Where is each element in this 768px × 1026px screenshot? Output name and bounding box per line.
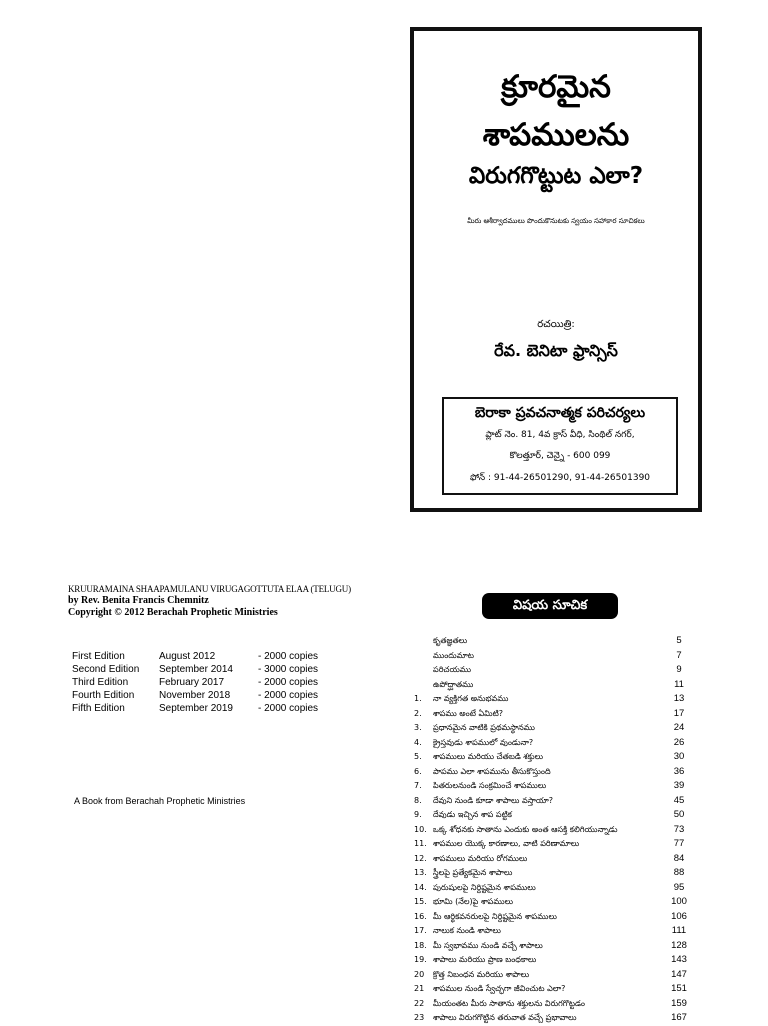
book-cover: [410, 27, 702, 512]
toc-entry: [414, 895, 694, 910]
toc-entry-title: ఉపోద్ఘాతము: [433, 679, 474, 689]
toc-entry: [414, 794, 694, 809]
toc-entry-title: మీయంతట మీరు సాతాను శక్తులను విరుగగొట్టడం: [433, 998, 585, 1008]
toc-entry: [414, 982, 694, 997]
toc-entry-title: పాపము ఎలా శాపమును తీసుకొస్తుంది: [433, 766, 551, 776]
edition-copies: - 2000 copies: [258, 690, 319, 701]
toc-entry-page: 36: [673, 765, 685, 777]
toc-entry-page: 9: [676, 664, 682, 675]
toc-entry: [414, 808, 694, 823]
toc-entry-number: 22: [414, 998, 425, 1008]
edition-date: September 2014: [159, 664, 233, 675]
publisher-note: A Book from Berachah Prophetic Ministries: [74, 796, 246, 806]
publisher-address-line-2: కొలత్తూర్, చెన్నై - 600 099: [509, 451, 611, 461]
toc-entry: [414, 866, 694, 881]
cover-title-line-2: శాపములను: [482, 117, 630, 153]
cover-title-line-3: విరుగగొట్టుట ఎలా?: [468, 163, 644, 189]
toc-entry-page: 100: [671, 896, 687, 907]
toc-entry-page: 88: [673, 867, 685, 878]
toc-entry-title: శాపములు మరియు చేతబడి శక్తులు: [433, 752, 544, 761]
toc-entry: [414, 663, 694, 678]
toc-entry-page: 95: [673, 881, 685, 893]
toc-entry-title: క్రైస్తవుడు శాపములో వుండునా?: [433, 737, 534, 747]
toc-entry-number: 1.: [414, 694, 422, 703]
edition-copies: - 2000 copies: [258, 651, 319, 662]
edition-row: [72, 664, 332, 677]
toc-entry-title: పితరులనుండి సంక్రమించే శాపములు: [433, 781, 547, 790]
toc-entry-page: 151: [671, 983, 687, 994]
toc-entry-title: నా వ్యక్తిగత అనుభవము: [433, 694, 509, 703]
toc-entry-number: 17.: [414, 926, 427, 935]
edition-copies: - 2000 copies: [258, 677, 319, 688]
toc-entry-title: కృతజ్ఞతలు: [433, 636, 468, 645]
toc-entry: [414, 881, 694, 896]
toc-entry: [414, 750, 694, 765]
toc-entry: [414, 997, 694, 1012]
toc-entry-page: 77: [673, 838, 685, 849]
book-credits: [68, 583, 351, 619]
toc-entry-number: 2.: [414, 708, 422, 718]
edition-name: Second Edition: [72, 664, 140, 675]
toc-entry: [414, 736, 694, 751]
toc-entry-page: 147: [671, 968, 687, 980]
toc-entry-page: 73: [673, 823, 685, 835]
toc-entry-title: నాలుక నుండి శాపాలు: [433, 926, 501, 935]
toc-entry-title: శాపములు మరియు రోగములు: [433, 853, 528, 863]
toc-entry-page: 143: [671, 954, 687, 965]
toc-entry-title: శాపముల నుండి స్వేచ్ఛగా జీవించుట ఎలా?: [433, 984, 566, 993]
toc-entry-page: 50: [673, 809, 685, 820]
toc-entry-page: 5: [676, 635, 682, 646]
table-of-contents: [414, 634, 694, 1026]
toc-entry-page: 39: [673, 780, 685, 791]
toc-entry: [414, 678, 694, 693]
edition-copies: - 2000 copies: [258, 703, 319, 714]
copyright-line: Copyright © 2012 Berachah Prophetic Ministries: [68, 607, 278, 618]
toc-entry: [414, 721, 694, 736]
edition-name: Fifth Edition: [72, 703, 125, 714]
toc-entry-title: శాపముల యొక్క కారణాలు, వాటి పరిణామాలు: [433, 839, 580, 848]
toc-entry-page: 11: [674, 678, 684, 690]
edition-row: [72, 677, 332, 690]
toc-entry-number: 13.: [414, 868, 427, 877]
edition-date: September 2019: [159, 703, 233, 714]
toc-entry: [414, 939, 694, 954]
toc-entry-number: 19.: [414, 955, 427, 964]
edition-name: Fourth Edition: [72, 690, 135, 701]
edition-row: [72, 703, 332, 716]
edition-date: February 2017: [159, 677, 225, 688]
toc-entry-page: 84: [673, 852, 685, 864]
toc-entry: [414, 779, 694, 794]
toc-entry-number: 3.: [414, 723, 422, 732]
toc-entry-page: 45: [673, 794, 685, 806]
toc-entry-number: 21: [414, 984, 425, 993]
toc-entry-page: 7: [676, 649, 682, 661]
toc-entry-number: 23: [414, 1013, 425, 1022]
toc-entry-number: 15.: [414, 897, 427, 906]
toc-entry-number: 20: [414, 969, 425, 979]
toc-entry-page: 26: [673, 736, 685, 748]
toc-entry-number: 18.: [414, 940, 427, 950]
toc-entry-page: 167: [671, 1012, 687, 1023]
toc-entry-number: 11.: [414, 839, 427, 848]
toc-entry-page: 159: [671, 997, 687, 1009]
publisher-name: బెరాకా ప్రవచనాత్మక పరిచర్యలు: [474, 405, 646, 421]
toc-entry-title: మీ ఆర్థికవనరులపై నిర్దిష్టమైన శాపములు: [433, 911, 557, 921]
publisher-phone: ఫోన్ : 91-44-26501290, 91-44-26501390: [469, 473, 651, 483]
book-author-line: by Rev. Benita Francis Chemnitz: [68, 595, 209, 606]
toc-entry: [414, 765, 694, 780]
toc-entry-page: 30: [673, 751, 685, 762]
toc-entry-page: 128: [671, 939, 687, 951]
toc-entry-title: శాపాలు మరియు ప్రాణ బంధకాలు: [433, 955, 537, 964]
cover-tagline: మీరు ఆశీర్వాదములు పొందుకొనుటకు స్వయం సహాకార సూచికలు: [467, 217, 645, 225]
toc-entry: [414, 953, 694, 968]
toc-entry-number: 9.: [414, 810, 422, 819]
toc-entry-page: 17: [673, 707, 685, 719]
toc-entry-number: 4.: [414, 737, 422, 747]
toc-entry: [414, 692, 694, 707]
toc-entry-page: 106: [671, 910, 687, 922]
edition-name: First Edition: [72, 651, 125, 662]
toc-entry-title: ప్రధానమైన వాటికి ప్రథమస్థానము: [433, 723, 535, 732]
toc-entry-title: భూమి (నేల)పై శాపములు: [433, 897, 514, 906]
toc-entry-title: దేవుని నుండి కూడా శాపాలు వస్తాయా?: [433, 795, 553, 805]
toc-entry-number: 12.: [414, 853, 427, 863]
toc-entry-title: శాపాలు విరుగగొట్టిన తరువాత వచ్చే ప్రభావాలు: [433, 1013, 577, 1022]
toc-entry-title: ఒక్క శోధనకు సాతాను ఎందుకు అంత ఆసక్తి కలిగియున్నాడు: [433, 824, 618, 834]
toc-entry-title: మీ స్వభావము నుండి వచ్చే శాపాలు: [433, 940, 543, 950]
toc-entry-number: 8.: [414, 795, 422, 805]
edition-date: August 2012: [159, 651, 216, 662]
toc-entry: [414, 910, 694, 925]
toc-entry-page: 24: [673, 722, 685, 733]
toc-entry: [414, 634, 694, 649]
author-label: రచయిత్రి:: [537, 319, 575, 330]
toc-entry-page: 111: [671, 925, 687, 936]
toc-entry-title: స్త్రీలపై ప్రత్యేకమైన శాపాలు: [433, 868, 513, 877]
toc-entry: [414, 823, 694, 838]
toc-entry: [414, 837, 694, 852]
toc-entry: [414, 924, 694, 939]
toc-entry-title: దేవుడు ఇచ్చిన శాప పట్టిక: [433, 810, 512, 819]
book-transliterated-title: KRUURAMAINA SHAAPAMULANU VIRUGAGOTTUTA ELAA (TELUGU): [68, 584, 351, 594]
publisher-address-line-1: ప్లాట్ నెం. 81, 4వ క్రాస్ వీధి, సింథిల్ నగర్,: [485, 430, 635, 440]
publisher-box: [442, 397, 678, 495]
toc-entry-title: పరిచయము: [433, 665, 472, 674]
edition-name: Third Edition: [72, 677, 129, 688]
toc-entry-number: 14.: [414, 882, 427, 892]
toc-entry-number: 16.: [414, 911, 427, 921]
toc-entry-title: ముందుమాట: [433, 650, 474, 660]
toc-entry: [414, 1011, 694, 1026]
toc-entry-title: పురుషులపై నిర్దిష్టమైన శాపములు: [433, 882, 536, 892]
toc-heading: విషయ సూచిక: [482, 593, 618, 619]
toc-entry-number: 10.: [414, 824, 427, 834]
toc-entry-number: 5.: [414, 752, 422, 761]
edition-date: November 2018: [159, 690, 231, 701]
toc-entry: [414, 968, 694, 983]
toc-entry-page: 13: [673, 693, 685, 704]
toc-entry-title: క్రొత్త నిబంధన మరియు శాపాలు: [433, 969, 530, 979]
toc-entry: [414, 707, 694, 722]
edition-history: [72, 651, 332, 716]
toc-entry-number: 7.: [414, 781, 422, 790]
toc-entry: [414, 852, 694, 867]
cover-title-line-1: క్రూరమైన: [501, 69, 611, 105]
edition-copies: - 3000 copies: [258, 664, 319, 675]
edition-row: [72, 651, 332, 664]
toc-entry-number: 6.: [414, 766, 422, 776]
toc-entry: [414, 649, 694, 664]
toc-entry-title: శాపము అంటే ఏమిటి?: [433, 708, 504, 718]
edition-row: [72, 690, 332, 703]
author-name: రేవ. బెనిటా ఫ్రాన్సిస్: [494, 341, 618, 360]
